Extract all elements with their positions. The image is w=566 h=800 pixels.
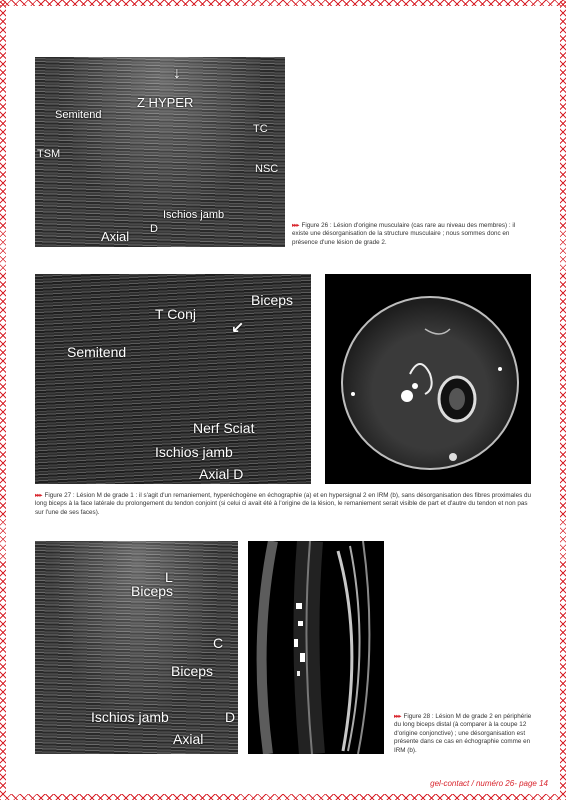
- figure27-mri-image: [325, 274, 531, 484]
- label-nsc: NSC: [255, 163, 279, 175]
- decorative-border-bottom: [0, 794, 566, 800]
- label-semitend: Semitend: [67, 344, 127, 360]
- decorative-border-top: [0, 0, 566, 6]
- figure28-caption: [394, 713, 534, 755]
- figure26-caption-text: Figure 26 : Lésion d'origine musculaire (cas rare au niveau des membres) : il existe une désorganisation de la structure musculaire ; nous sommes donc en présence d'une lésion de grade 2.: [292, 222, 516, 246]
- decorative-border-right: [560, 0, 566, 800]
- label-axial: Axial D: [199, 466, 244, 482]
- label-z-hyper: Z HYPER: [137, 95, 194, 110]
- decorative-border-left: [0, 0, 6, 800]
- label-biceps: Biceps: [251, 292, 294, 308]
- label-tconj: T Conj: [155, 306, 196, 322]
- figure28-ultrasound-image: [35, 541, 238, 754]
- label-tsm: TSM: [37, 148, 61, 160]
- mri-structures: [325, 274, 531, 484]
- arrow-down-icon: ↓: [173, 65, 181, 82]
- figure27-caption: [35, 492, 531, 517]
- label-semitend: Semitend: [55, 109, 102, 121]
- triple-arrow-icon: ▸▸▸: [394, 713, 401, 720]
- triple-arrow-icon: ▸▸▸: [292, 222, 299, 229]
- label-nerf-sciat: Nerf Sciat: [193, 420, 255, 436]
- figure27-ultrasound-image: [35, 274, 311, 484]
- label-biceps-lower: Biceps: [171, 663, 214, 679]
- triple-arrow-icon: ▸▸▸: [35, 492, 42, 499]
- label-d: D: [150, 223, 158, 235]
- label-ischios: Ischios jamb: [91, 709, 169, 725]
- page-footer: gel-contact / numéro 26- page 14: [430, 779, 548, 788]
- label-biceps-upper: Biceps: [131, 583, 174, 599]
- label-ischios: Ischios jamb: [163, 209, 225, 221]
- label-c: C: [213, 635, 224, 651]
- arrow-down-left-icon: ↙: [231, 320, 245, 337]
- label-ischios: Ischios jamb: [155, 444, 233, 460]
- figure28-mri-image: [248, 541, 384, 754]
- label-l: L: [165, 569, 173, 585]
- label-axial: Axial: [101, 229, 130, 244]
- figure27-caption-text: Figure 27 : Lésion M de grade 1 : il s'agit d'un remaniement, hyperéchogène en échographie (a) et en hypersignal 2 en IRM (b), sans désorganisation des fibres proximales du long biceps à la face latérale du prolongement du tendon conjoint (si celui ci avait été à l'origine de la lésion, le remaniement serait visible de part et d'autre du tendon et non pas sur l'une de ses faces).: [35, 492, 531, 516]
- mri-long-structures: [248, 541, 384, 754]
- label-tc: TC: [253, 123, 268, 135]
- label-d: D: [225, 709, 236, 725]
- label-axial: Axial: [173, 731, 204, 747]
- figure28-caption-text: Figure 28 : Lésion M de grade 2 en périphérie du long biceps distal (à comparer à la coupe 12 d'origine conjonctive) ; une désorganisation est présente dans ce cas en échographie comme en IRM (b).: [394, 713, 532, 754]
- figure26-ultrasound-image: [35, 57, 285, 247]
- figure26-caption: [292, 222, 532, 247]
